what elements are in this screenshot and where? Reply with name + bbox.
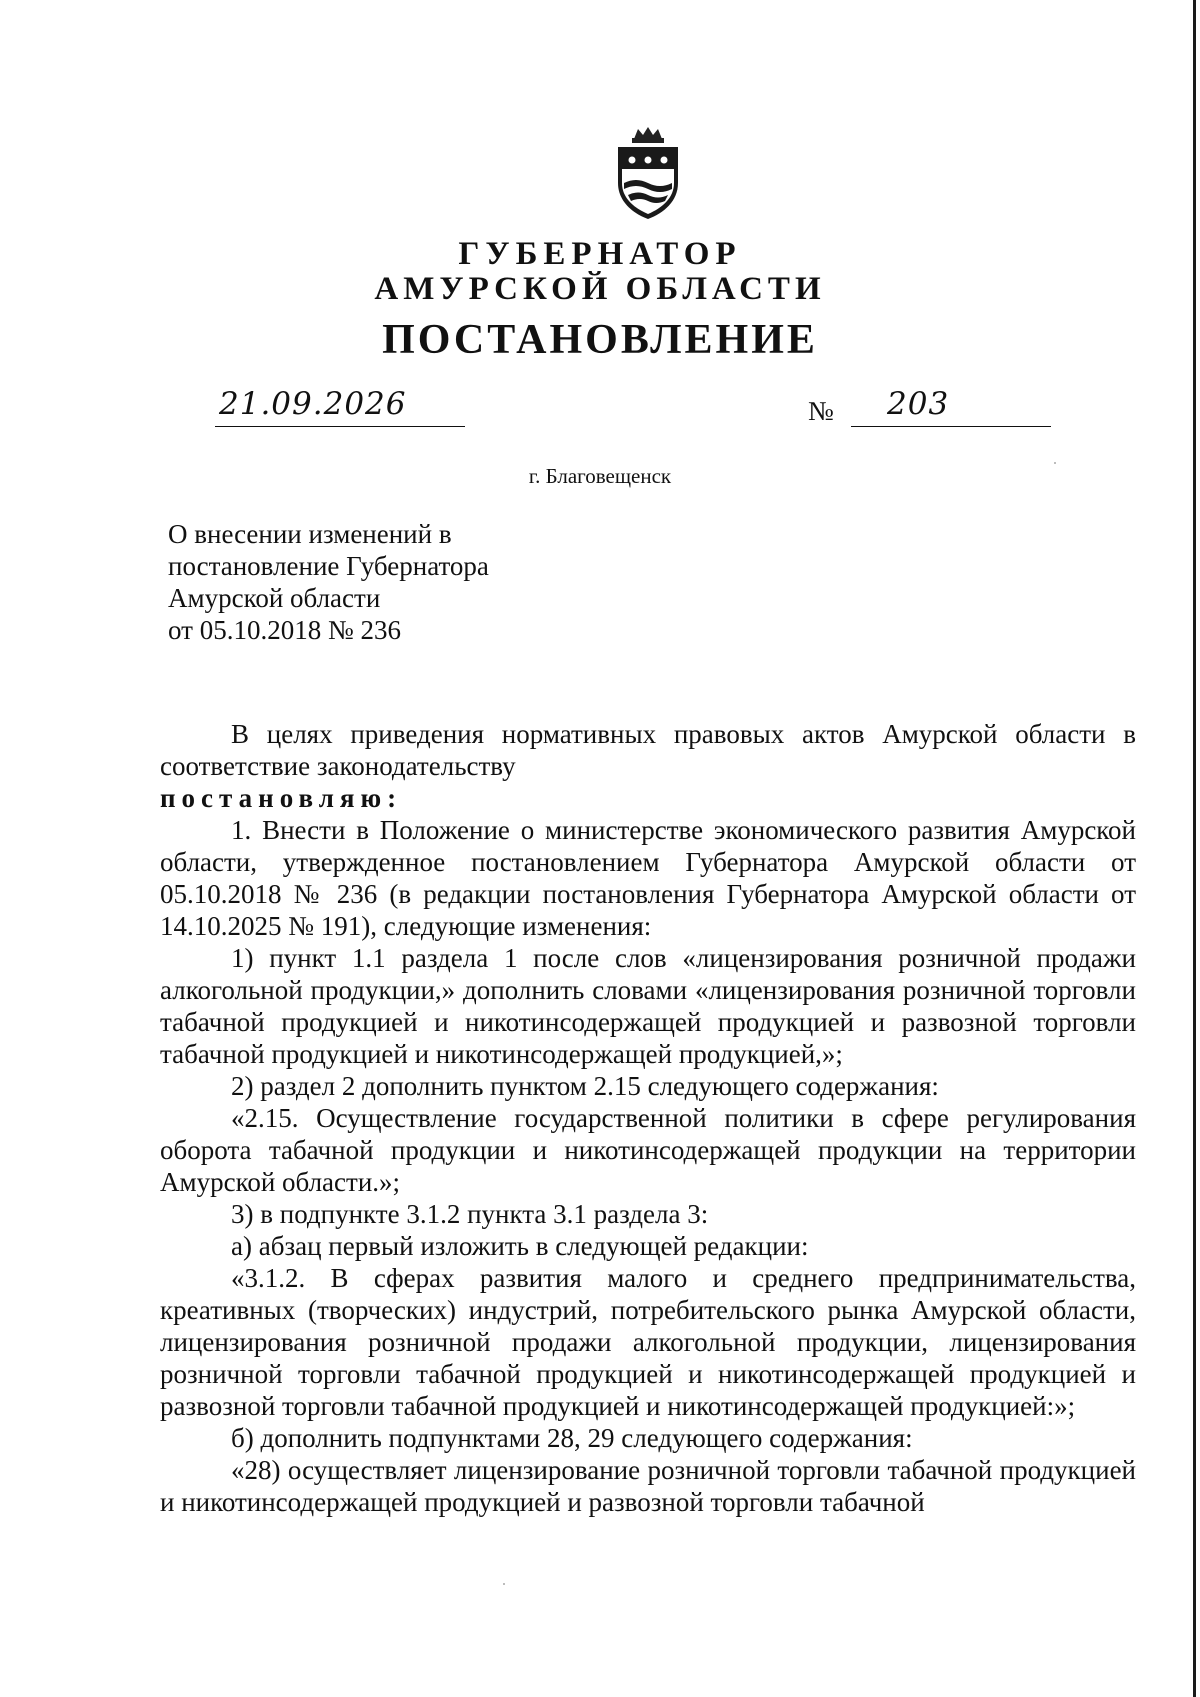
body-paragraph: 3) в подпункте 3.1.2 пункта 3.1 раздела 3: <box>231 1199 709 1229</box>
body-paragraph: а) абзац первый изложить в следующей редакции: <box>231 1231 809 1261</box>
decree-word: постановляю: <box>160 783 403 813</box>
city-line: г. Благовещенск <box>528 464 672 488</box>
body-paragraph: 1. Внести в Положение о министерстве экономического развития Амурской области, утвержденное постановлением Губернатора Амурской области от 05.10.2018 № 236 (в редакции постановления Губернатора Амурской области от 14.10.2025 № 191), следующие изменения: <box>160 815 1136 941</box>
body-paragraph: б) дополнить подпунктами 28, 29 следующего содержания: <box>231 1423 913 1453</box>
document-type: ПОСТАНОВЛЕНИЕ <box>382 317 818 363</box>
number-sign: № <box>808 396 834 426</box>
body-paragraph: 1) пункт 1.1 раздела 1 после слов «лицензирования розничной продажи алкогольной продукции,» дополнить словами «лицензирования розничной торговли табачной продукцией и никотинсодержащей продукцией и развозной торговли табачной продукцией и никотинсодержащей продукцией,»; <box>160 943 1136 1069</box>
body-paragraph: «3.1.2. В сферах развития малого и среднего предпринимательства, креативных (творческих) индустрий, потребительского рынка Амурской области, лицензирования розничной продажи алкогольной продукции, лицензирования розничной торговли табачной продукцией и никотинсодержащей продукцией и развозной торговли табачной продукцией и никотинсодержащей продукцией:»; <box>160 1263 1136 1421</box>
subject-line: Амурской области <box>168 583 381 613</box>
scan-speck <box>1054 462 1056 464</box>
body-paragraph: 2) раздел 2 дополнить пунктом 2.15 следующего содержания: <box>231 1071 939 1101</box>
date-field <box>215 386 465 427</box>
scan-speck <box>503 1583 505 1585</box>
subject-block <box>168 518 489 646</box>
subject-line: постановление Губернатора <box>168 551 489 581</box>
number-field <box>851 386 1051 427</box>
issuer-title: ГУБЕРНАТОР <box>458 236 742 272</box>
handwritten-date: 21.09.2026 <box>219 386 407 422</box>
subject-line: О внесении изменений в <box>168 519 452 549</box>
coat-of-arms-icon <box>610 125 686 221</box>
issuer-region: АМУРСКОЙ ОБЛАСТИ <box>374 271 826 307</box>
preamble-paragraph: В целях приведения нормативных правовых актов Амурской области в соответствие законодательству <box>160 719 1136 781</box>
handwritten-number: 203 <box>887 386 950 422</box>
subject-line: от 05.10.2018 № 236 <box>168 615 401 645</box>
body-paragraph: «28) осуществляет лицензирование розничной торговли табачной продукцией и никотинсодержащей продукцией и развозной торговли табачной <box>160 1455 1136 1517</box>
document-body <box>160 718 1136 1518</box>
body-paragraph: «2.15. Осуществление государственной политики в сфере регулирования оборота табачной продукции и никотинсодержащей продукции на территории Амурской области.»; <box>160 1103 1136 1197</box>
